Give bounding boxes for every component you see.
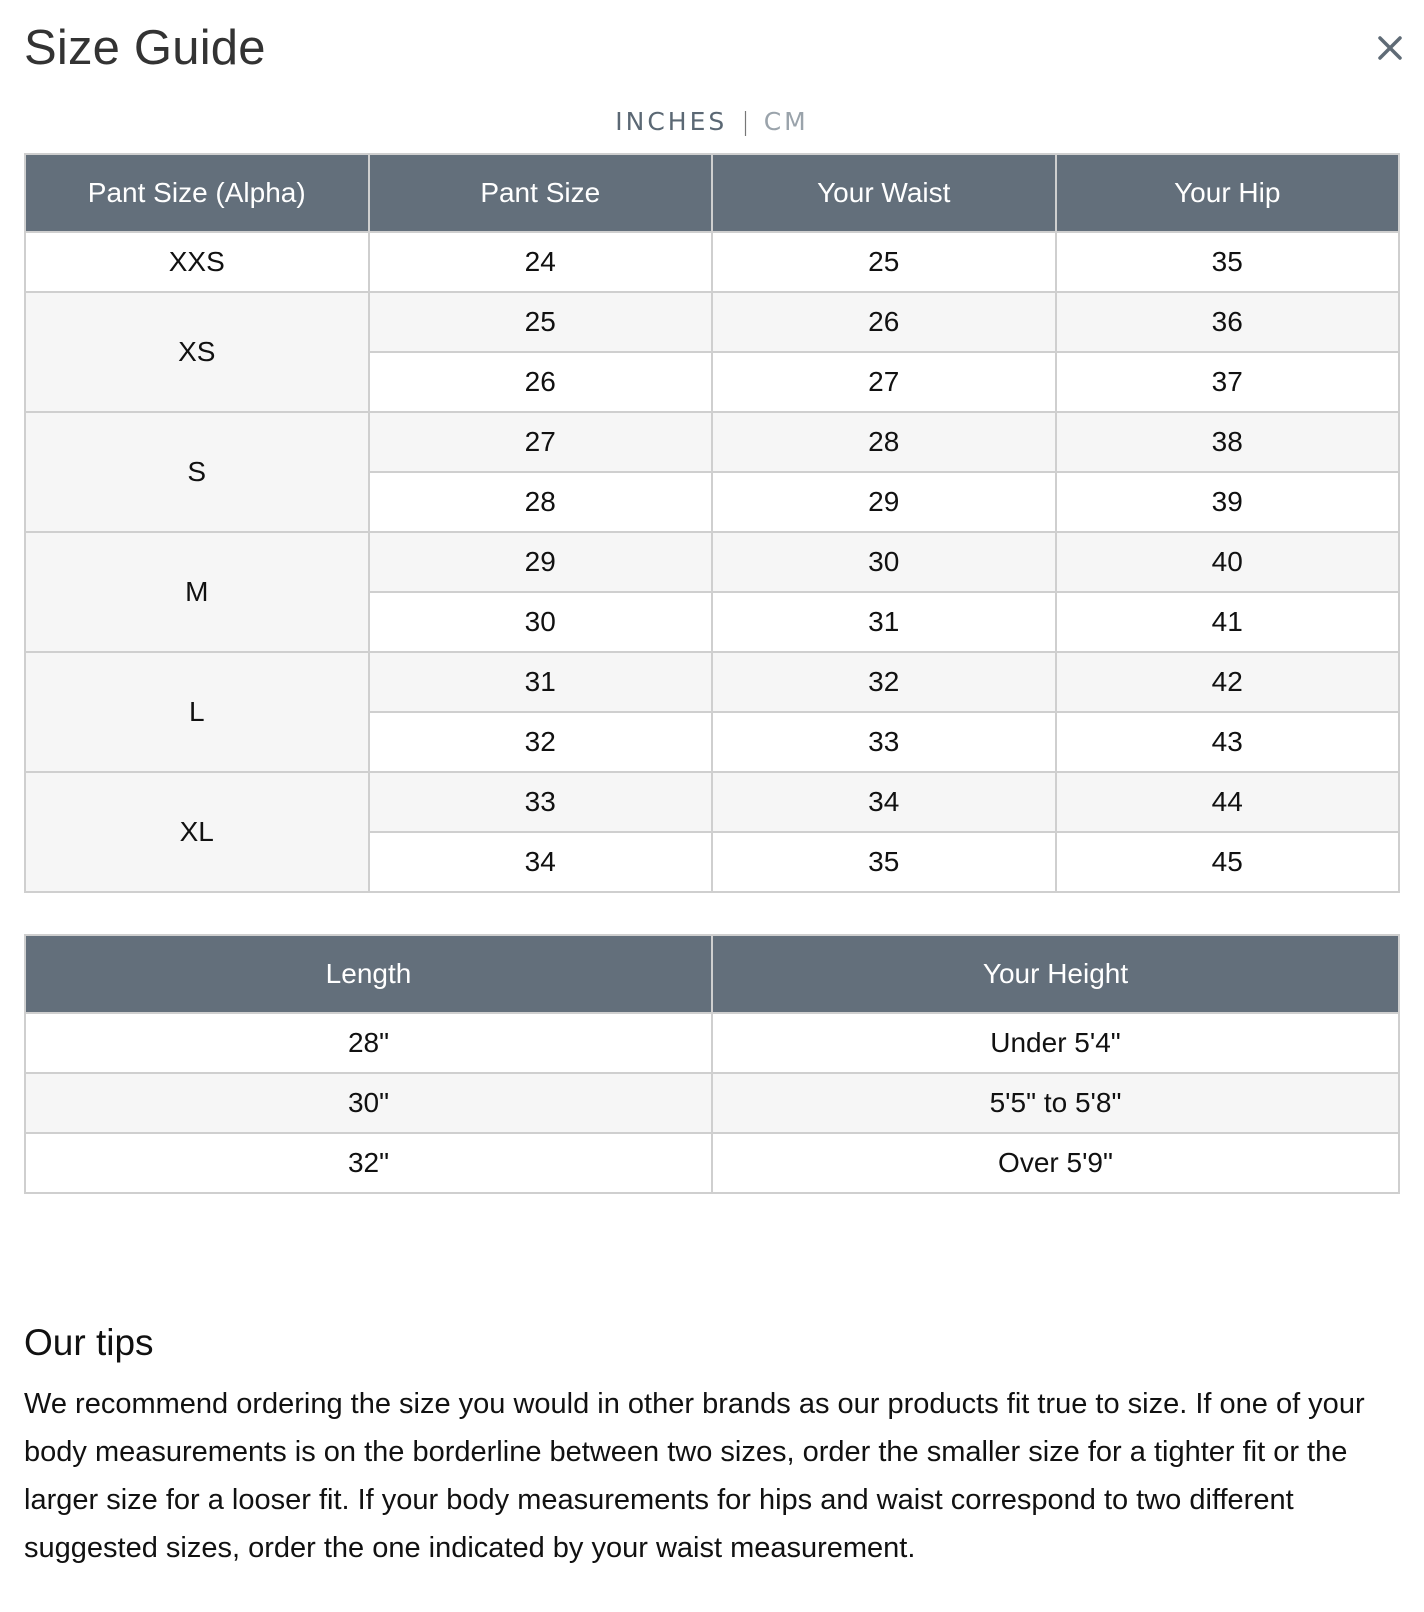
waist-cell: 34 [712,772,1056,832]
hip-cell: 44 [1056,772,1400,832]
waist-cell: 32 [712,652,1056,712]
pant-size-cell: 31 [369,652,713,712]
hip-cell: 45 [1056,832,1400,892]
table-row [25,1013,1399,1073]
pant-size-cell: 28 [369,472,713,532]
waist-cell: 33 [712,712,1056,772]
waist-cell: 31 [712,592,1056,652]
pant-size-cell: 25 [369,292,713,352]
header-your-hip: Your Hip [1056,154,1400,232]
alpha-size-cell: S [25,412,369,532]
header-length: Length [25,935,712,1013]
pant-size-table [24,153,1400,893]
tips-title: Our tips [24,1322,154,1363]
pant-size-cell: 32 [369,712,713,772]
header-pant-size: Pant Size [369,154,713,232]
header-your-height: Your Height [712,935,1399,1013]
alpha-size-cell: M [25,532,369,652]
table-header-row [25,154,1399,232]
hip-cell: 36 [1056,292,1400,352]
header-pant-size-alpha: Pant Size (Alpha) [25,154,369,232]
unit-cm-toggle[interactable]: CM [763,107,809,136]
height-cell: Under 5'4" [712,1013,1399,1073]
pant-size-cell: 33 [369,772,713,832]
alpha-size-cell: XS [25,292,369,412]
hip-cell: 41 [1056,592,1400,652]
unit-separator: | [741,107,750,136]
table-row [25,1133,1399,1193]
height-cell: 5'5" to 5'8" [712,1073,1399,1133]
length-cell: 28" [25,1013,712,1073]
table-row [25,1073,1399,1133]
tips-body: We recommend ordering the size you would in other brands as our products fit true to size. If one of your body measurements is on the borderline between two sizes, order the smaller size for a tighter fit or the larger size for a looser fit. If your body measurements for hips and waist correspond to two different suggested sizes, order the one indicated by your waist measurement. [24,1388,1365,1564]
pant-size-cell: 30 [369,592,713,652]
pant-size-cell: 27 [369,412,713,472]
length-cell: 32" [25,1133,712,1193]
alpha-size-cell: XL [25,772,369,892]
hip-cell: 42 [1056,652,1400,712]
waist-cell: 27 [712,352,1056,412]
unit-inches-toggle[interactable]: INCHES [615,107,728,136]
hip-cell: 39 [1056,472,1400,532]
hip-cell: 38 [1056,412,1400,472]
table-row [25,532,1399,592]
alpha-size-cell: XXS [25,232,369,292]
pant-size-cell: 34 [369,832,713,892]
pant-size-cell: 29 [369,532,713,592]
table-header-row [25,935,1399,1013]
table-row [25,652,1399,712]
modal-title: Size Guide [24,21,266,75]
header-your-waist: Your Waist [712,154,1056,232]
hip-cell: 40 [1056,532,1400,592]
close-icon [1374,32,1406,64]
waist-cell: 26 [712,292,1056,352]
pant-size-cell: 26 [369,352,713,412]
unit-toggle [0,104,1424,139]
close-button[interactable] [1374,32,1406,64]
table-row [25,412,1399,472]
alpha-size-cell: L [25,652,369,772]
pant-size-cell: 24 [369,232,713,292]
hip-cell: 35 [1056,232,1400,292]
waist-cell: 35 [712,832,1056,892]
table-row [25,292,1399,352]
waist-cell: 29 [712,472,1056,532]
waist-cell: 28 [712,412,1056,472]
hip-cell: 37 [1056,352,1400,412]
table-row [25,232,1399,292]
waist-cell: 30 [712,532,1056,592]
length-table [24,934,1400,1194]
height-cell: Over 5'9" [712,1133,1399,1193]
hip-cell: 43 [1056,712,1400,772]
waist-cell: 25 [712,232,1056,292]
table-row [25,772,1399,832]
length-cell: 30" [25,1073,712,1133]
